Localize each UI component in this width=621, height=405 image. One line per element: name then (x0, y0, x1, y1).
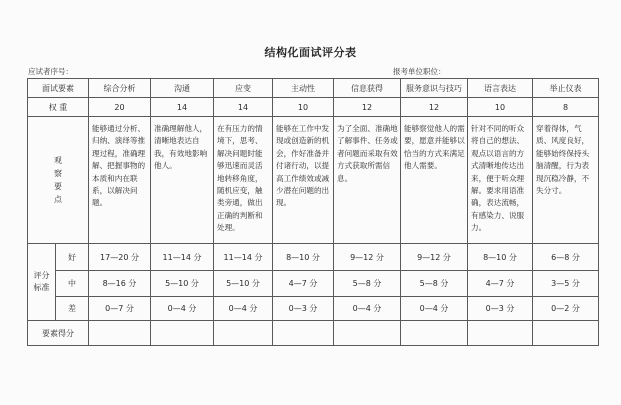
factor-header: 沟通 (151, 79, 214, 98)
factor-score-blank (151, 321, 214, 346)
score-range-cell: 0—4 分 (401, 297, 468, 321)
factor-score-blank (273, 321, 334, 346)
factor-score-blank (214, 321, 273, 346)
factor-header: 服务意识与技巧 (401, 79, 468, 98)
observation-text: 针对不同的听众将自己的想法、观点以语言的方式清晰地传达出来，便于听众理解。要求用语准确，表达流畅，有感染力、说服力。 (471, 124, 525, 233)
factor-header: 主动性 (273, 79, 334, 98)
score-range-cell: 5—10 分 (214, 271, 273, 297)
observation-text: 能够察觉他人的需要，愿意并能够以恰当的方式来满足他人需要。 (404, 124, 465, 171)
observation-text: 准确理解他人，清晰地表达自我，有效地影响他人。 (154, 124, 208, 171)
weight-cell: 10 (273, 98, 334, 117)
factor-score-blank (533, 321, 599, 346)
scoring-label: 评分标准 (33, 271, 50, 292)
observation-label: 观察要点 (54, 156, 62, 204)
factor-score-label: 要素得分 (28, 321, 89, 346)
weight-cell: 20 (89, 98, 151, 117)
score-range-cell: 4—7 分 (273, 271, 334, 297)
score-range-cell: 3—5 分 (533, 271, 599, 297)
observation-cell (533, 117, 599, 244)
score-range-cell: 5—10 分 (151, 271, 214, 297)
factor-header: 举止仪表 (533, 79, 599, 98)
weight-cell: 14 (151, 98, 214, 117)
observation-text: 为了全面、准确地了解事件、任务或者问题而采取有效方式获取所需信息。 (337, 124, 398, 183)
weight-cell: 12 (334, 98, 401, 117)
observation-text: 在有压力的情境下，思考、解决问题时能够迅速而灵活地转移角度，随机应变，触类旁通，做出正确的判断和处理。 (217, 124, 263, 233)
score-range-cell: 11—14 分 (214, 244, 273, 271)
grade-label: 好 (56, 244, 89, 271)
score-range-cell: 17—20 分 (89, 244, 151, 271)
weight-label: 权 重 (28, 98, 89, 117)
observation-text: 能够通过分析、归纳、演绎等推理过程，准确理解、把握事物的本质和内在联系，以解决问题。 (92, 124, 146, 208)
grade-row-medium (28, 271, 599, 297)
factor-header: 应变 (214, 79, 273, 98)
observation-row (28, 117, 599, 244)
score-range-cell: 4—7 分 (468, 271, 533, 297)
score-table (27, 78, 599, 346)
observation-cell (214, 117, 273, 244)
score-range-cell: 0—3 分 (468, 297, 533, 321)
factor-header-label: 面试要素 (28, 79, 89, 98)
score-range-cell: 11—14 分 (151, 244, 214, 271)
score-range-cell: 9—12 分 (401, 244, 468, 271)
weight-cell: 8 (533, 98, 599, 117)
score-range-cell: 0—4 分 (214, 297, 273, 321)
header-row (28, 79, 599, 98)
factor-score-row (28, 321, 599, 346)
score-range-cell: 9—12 分 (334, 244, 401, 271)
weight-cell: 10 (468, 98, 533, 117)
grade-row-good (28, 244, 599, 271)
factor-score-blank (401, 321, 468, 346)
weight-cell: 14 (214, 98, 273, 117)
grade-row-poor (28, 297, 599, 321)
observation-cell (273, 117, 334, 244)
factor-score-blank (89, 321, 151, 346)
factor-header: 语言表达 (468, 79, 533, 98)
score-range-cell: 0—4 分 (151, 297, 214, 321)
weight-row (28, 98, 599, 117)
score-range-cell: 5—8 分 (401, 271, 468, 297)
score-range-cell: 0—7 分 (89, 297, 151, 321)
score-range-cell: 5—8 分 (334, 271, 401, 297)
observation-text: 能够在工作中发现或创造新的机会，作好准备并付诸行动，以提高工作绩效或减少潜在问题的出现。 (276, 124, 330, 208)
observation-cell (151, 117, 214, 244)
page-title: 结构化面试评分表 (264, 46, 357, 59)
grade-label: 中 (56, 271, 89, 297)
candidate-number-label: 应试者序号： (28, 67, 73, 76)
grade-label: 差 (56, 297, 89, 321)
factor-header: 信息获得 (334, 79, 401, 98)
observation-text: 穿着得体，气质、风度良好，能够始终保持头脑清醒，行为表现沉稳冷静，不失分寸。 (536, 124, 590, 196)
score-range-cell: 0—3 分 (273, 297, 334, 321)
scoring-label-cell (28, 244, 56, 321)
score-range-cell: 8—10 分 (273, 244, 334, 271)
score-range-cell: 6—8 分 (533, 244, 599, 271)
observation-cell (401, 117, 468, 244)
score-range-cell: 0—4 分 (334, 297, 401, 321)
score-range-cell: 0—2 分 (533, 297, 599, 321)
observation-cell (334, 117, 401, 244)
factor-score-blank (468, 321, 533, 346)
factor-header: 综合分析 (89, 79, 151, 98)
observation-label-cell (28, 117, 89, 244)
observation-cell (468, 117, 533, 244)
weight-cell: 12 (401, 98, 468, 117)
factor-score-blank (334, 321, 401, 346)
score-range-cell: 8—16 分 (89, 271, 151, 297)
applied-position-label: 报考单位职位： (393, 67, 446, 76)
score-range-cell: 8—10 分 (468, 244, 533, 271)
observation-cell (89, 117, 151, 244)
